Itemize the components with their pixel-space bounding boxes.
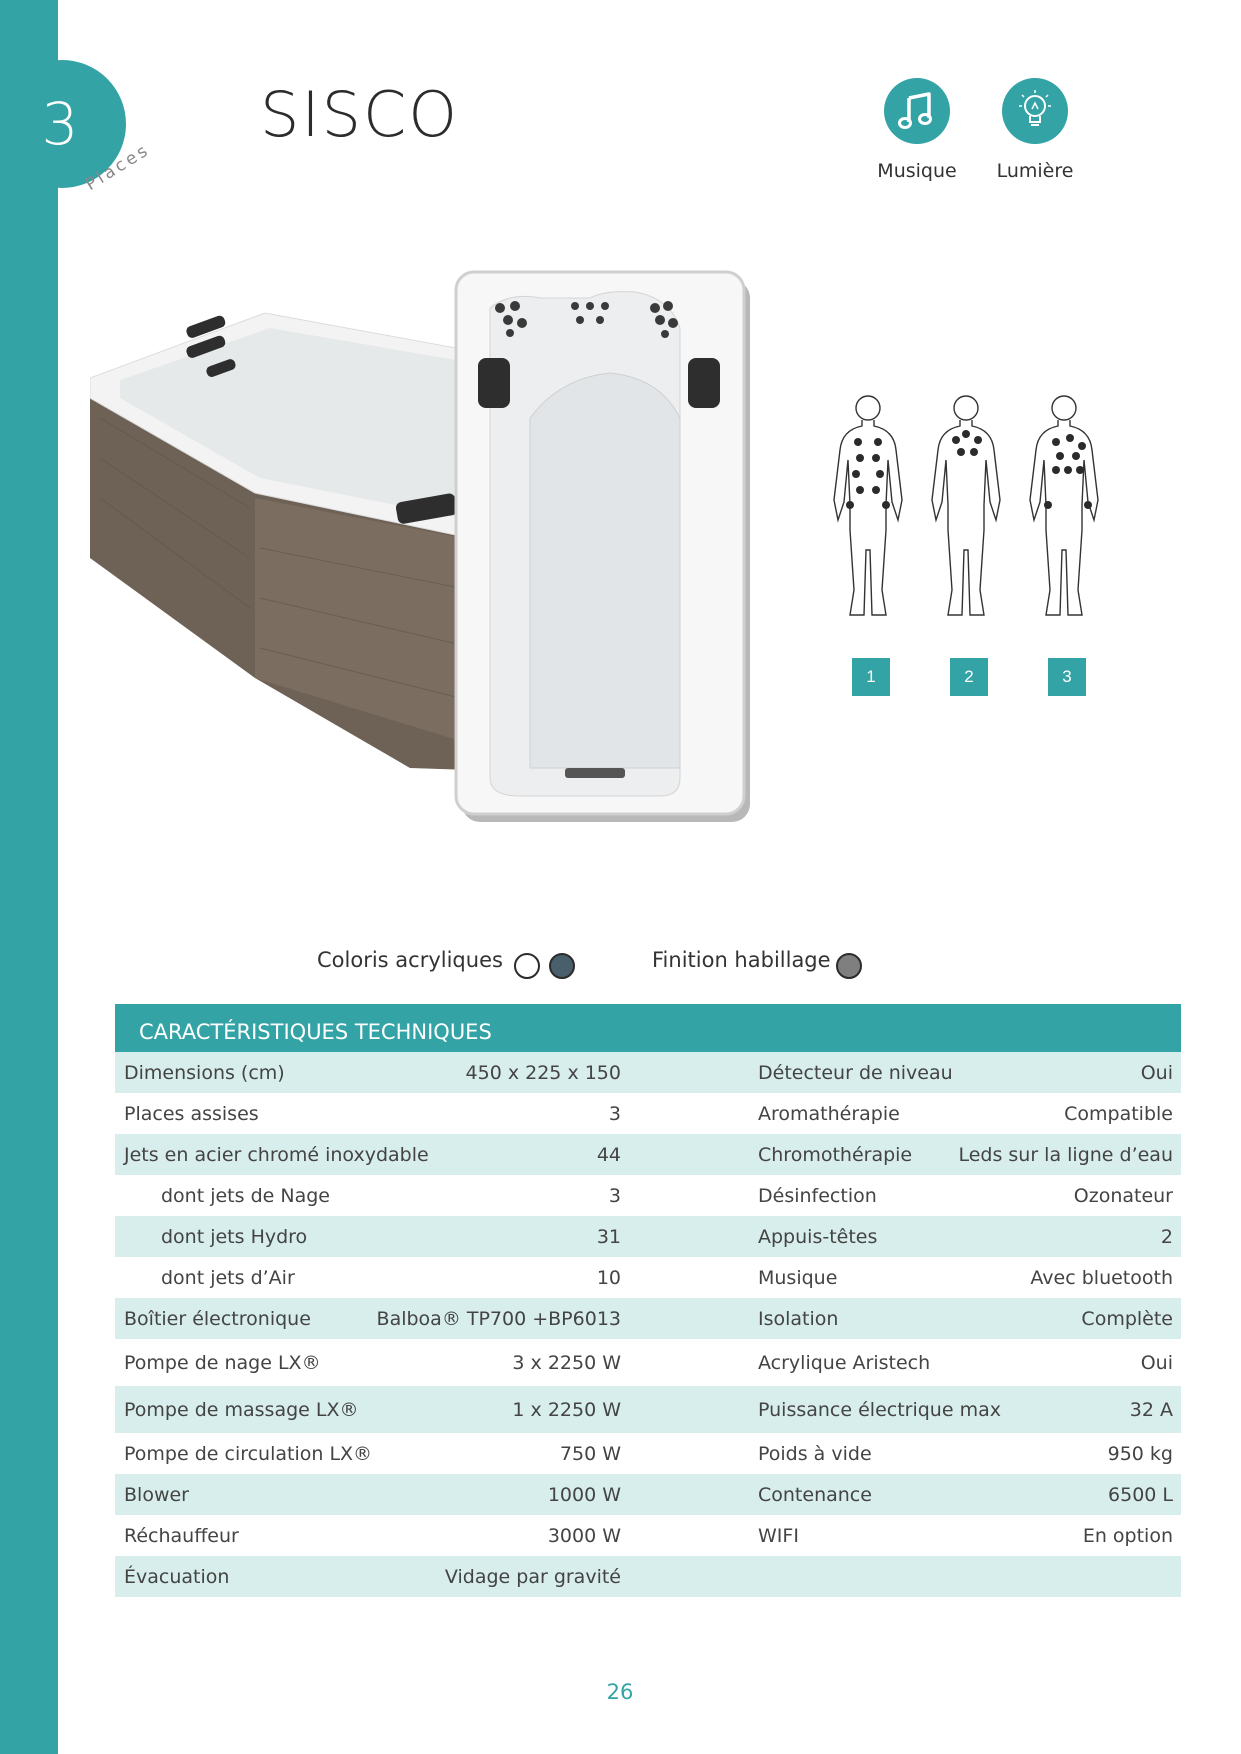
places-badge-number: 3 [41,90,79,158]
spec-value: 1 x 2250 W [512,1398,621,1421]
table-row [115,1134,1181,1175]
spec-label: dont jets Hydro [161,1225,308,1248]
spec-table-heading: CARACTÉRISTIQUES TECHNIQUES [115,1004,1181,1052]
table-row [115,1175,1181,1216]
acrylic-swatch-white [514,953,540,979]
spec-label: Réchauffeur [124,1524,239,1547]
spec-label: Blower [124,1483,189,1506]
spec-label: Places assises [124,1102,259,1125]
spec-value: 6500 L [1108,1483,1173,1506]
feature-music-label: Musique [877,160,957,182]
program-1-badge: 1 [852,658,890,696]
spec-label: Détecteur de niveau [758,1061,953,1084]
spec-value: 2 [1160,1225,1173,1248]
table-row [115,1339,1181,1386]
spec-value: Ozonateur [1073,1184,1173,1207]
page-number: 26 [606,1680,634,1704]
light-bulb-icon [1002,78,1068,144]
spec-value: Balboa® TP700 +BP6013 [376,1307,621,1330]
spec-label: Pompe de circulation LX® [124,1442,373,1465]
cladding-finish-label: Finition habillage [652,948,831,972]
cladding-swatch-grey [836,953,862,979]
spec-value: 1000 W [547,1483,621,1506]
spec-label: Dimensions (cm) [124,1061,285,1084]
spec-value: 10 [596,1266,621,1289]
spec-value: 44 [596,1143,621,1166]
spec-value: Vidage par gravité [444,1565,621,1588]
product-title: SISCO [260,78,460,151]
music-note-icon [884,78,950,144]
spec-label: Pompe de massage LX® [124,1398,359,1421]
spec-value: Oui [1140,1061,1173,1084]
acrylic-swatch-slate [549,953,575,979]
feature-music [862,78,972,182]
table-row [115,1556,1181,1597]
table-row [115,1257,1181,1298]
spec-label: dont jets de Nage [161,1184,330,1207]
table-row [115,1386,1181,1433]
program-3-badge: 3 [1048,658,1086,696]
table-row [115,1216,1181,1257]
side-color-band [0,0,58,1754]
spec-value: 450 x 225 x 150 [465,1061,621,1084]
spec-label: Aromathérapie [758,1102,900,1125]
spec-label: Contenance [758,1483,872,1506]
feature-light-label: Lumière [996,160,1074,182]
table-row [115,1298,1181,1339]
spec-value: 31 [596,1225,621,1248]
table-row [115,1515,1181,1556]
spec-value: Compatible [1064,1102,1173,1125]
spec-label: WIFI [758,1524,799,1547]
table-row [115,1093,1181,1134]
spec-label: Chromothérapie [758,1143,913,1166]
spec-value: 32 A [1129,1398,1173,1421]
spec-label: Désinfection [758,1184,877,1207]
spec-label: Jets en acier chromé inoxydable [124,1143,429,1166]
spec-value: Complète [1081,1307,1173,1330]
massage-program-diagrams [820,390,1120,640]
spec-value: 3 [608,1102,621,1125]
spec-label: Puissance électrique max [758,1398,1001,1421]
spec-value: En option [1082,1524,1173,1547]
spec-label: Poids à vide [758,1442,872,1465]
program-2-badge: 2 [950,658,988,696]
spec-table [115,1004,1181,1597]
swim-spa-image [90,268,760,840]
spec-label: Isolation [758,1307,839,1330]
acrylic-colors-label: Coloris acryliques [317,948,503,972]
spec-label: dont jets d’Air [161,1266,295,1289]
places-badge-label: Places [82,139,154,195]
spec-label: Boîtier électronique [124,1307,311,1330]
spec-value: Avec bluetooth [1030,1266,1173,1289]
table-row [115,1052,1181,1093]
spec-label: Acrylique Aristech [758,1351,931,1374]
table-row [115,1433,1181,1474]
spec-value: 750 W [559,1442,621,1465]
spec-value: 950 kg [1107,1442,1173,1465]
spec-label: Pompe de nage LX® [124,1351,321,1374]
spec-value: 3000 W [547,1524,621,1547]
spec-value: Leds sur la ligne d’eau [958,1143,1173,1166]
feature-light [980,78,1090,182]
spec-value: Oui [1140,1351,1173,1374]
spec-label: Appuis-têtes [758,1225,878,1248]
spec-label: Musique [758,1266,838,1289]
table-row [115,1474,1181,1515]
spec-label: Évacuation [124,1565,230,1588]
spec-value: 3 x 2250 W [512,1351,621,1374]
spec-value: 3 [608,1184,621,1207]
